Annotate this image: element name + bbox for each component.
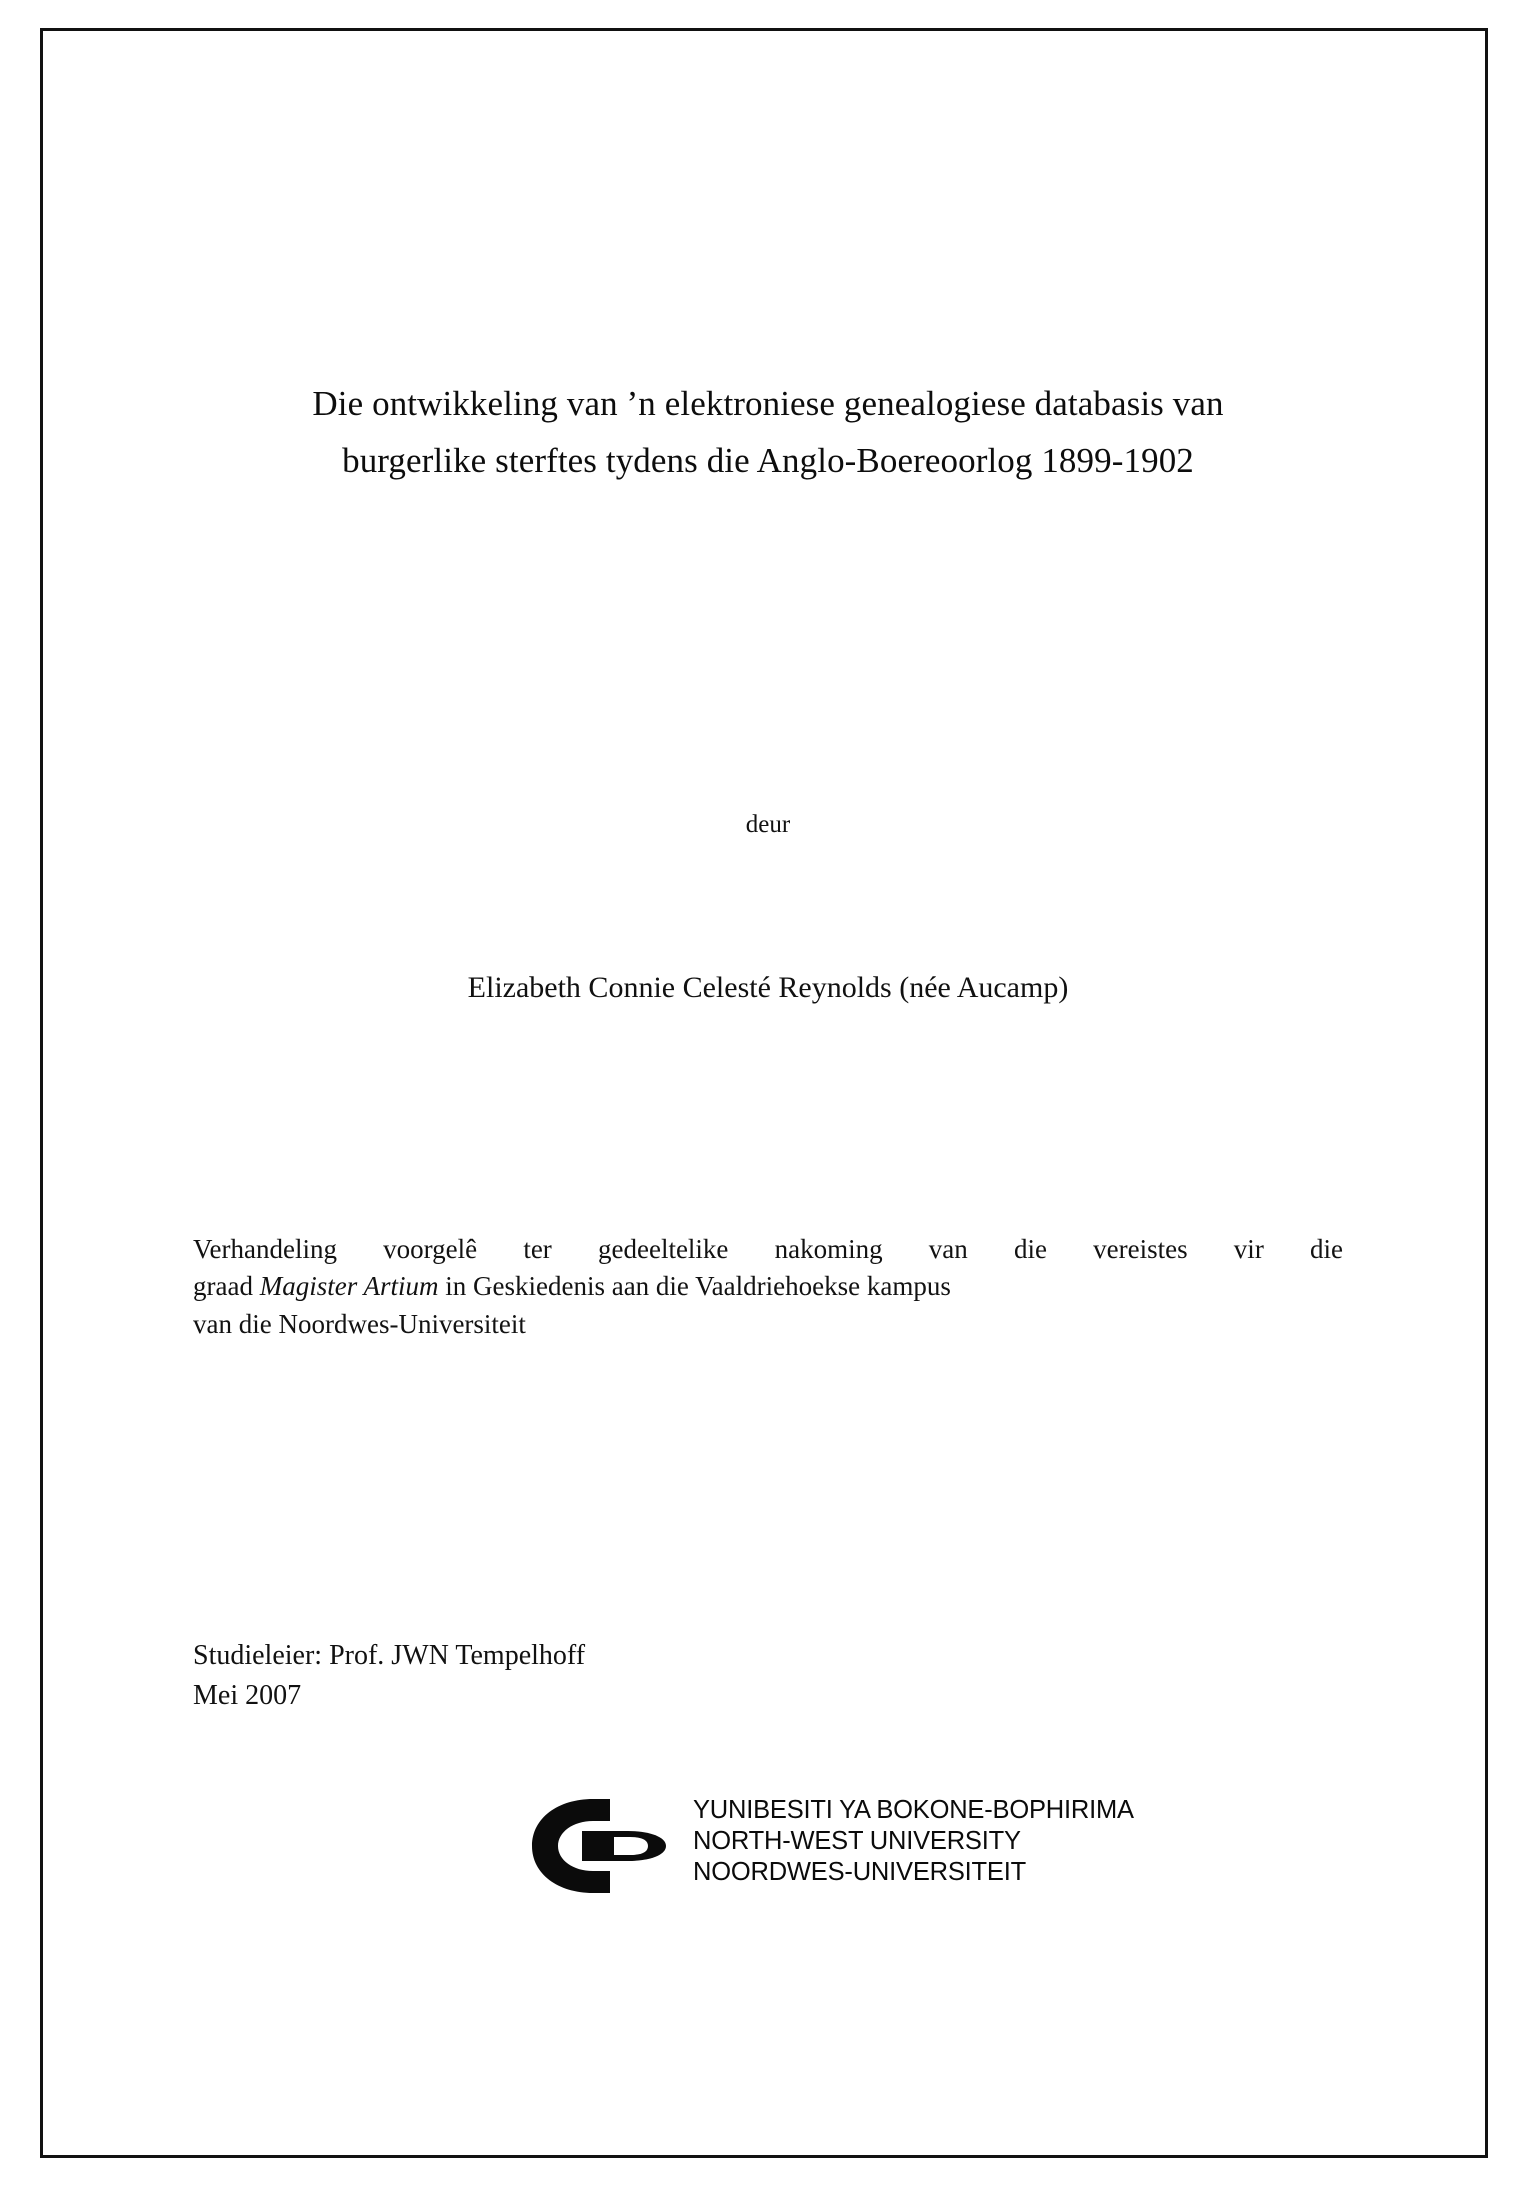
logo-text-line-2: NORTH-WEST UNIVERSITY [693,1827,1021,1856]
logo-text-line-1: YUNIBESITI YA BOKONE-BOPHIRIMA [693,1796,1134,1824]
page-border-frame [40,28,1488,2158]
degree-statement-line-3: van die Noordwes-Universiteit [193,1308,526,1339]
date-line: Mei 2007 [193,1679,302,1711]
page-content-area [43,31,1485,2155]
page-title [188,376,1348,489]
author-name: Elizabeth Connie Celesté Reynolds (née Aucamp) [467,971,1069,1004]
degree-name-italic: Magister Artium [259,1271,439,1302]
title-line-2: burgerlike sterftes tydens die Anglo-Boereoorlog 1899-1902 [342,440,1194,480]
degree-statement-line-2-suffix: in Geskiedenis aan die Vaaldriehoekse kampus [438,1271,951,1302]
degree-statement-line-2-prefix: graad [193,1271,260,1302]
degree-statement [193,1231,1343,1343]
degree-statement-line-1: Verhandeling voorgelê ter gedeeltelike nakoming van die vereistes vir die [193,1234,1343,1264]
title-line-1: Die ontwikkeling van ’n elektroniese genealogiese databasis van [312,384,1224,423]
by-word: deur [745,811,791,838]
university-logo-block [518,1791,1278,1911]
title-page-content [188,31,1348,2155]
north-west-university-logo-icon [518,1791,678,1901]
degree-statement-line-2 [193,1268,1343,1305]
supervisor-block [193,1636,1193,1716]
logo-text-line-3: NOORDWES-UNIVERSITEIT [693,1858,1026,1887]
university-logo-text [693,1795,1134,1888]
supervisor-line: Studieleier: Prof. JWN Tempelhoff [193,1640,586,1671]
